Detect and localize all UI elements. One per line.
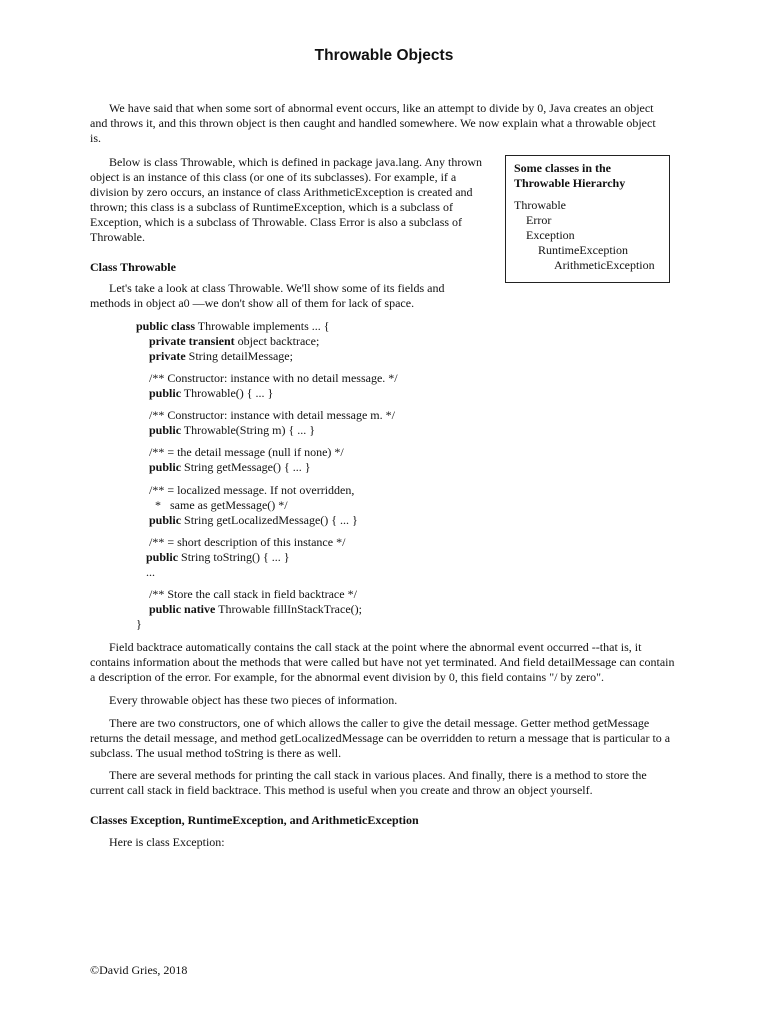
code-line: public String getLocalizedMessage() { ... } — [149, 513, 358, 527]
code-comment: /** Constructor: instance with no detail message. */ — [149, 371, 398, 385]
page-title: Throwable Objects — [314, 47, 454, 64]
code-line: public Throwable(String m) { ... } — [149, 423, 315, 437]
code-line: public String getMessage() { ... } — [149, 460, 311, 474]
code-line: private String detailMessage; — [149, 349, 293, 363]
look-paragraph: Let's take a look at class Throwable. We'll show some of its fields and methods in object a0 —we don't show all of them for lack of space. — [90, 281, 445, 310]
code-ellipsis: ... — [146, 565, 155, 579]
hierarchy-sidebar-box — [505, 155, 670, 283]
code-line: public Throwable() { ... } — [149, 386, 274, 400]
code-line: public String toString() { ... } — [146, 550, 290, 564]
hierarchy-item-error: Error — [526, 213, 552, 227]
section-heading-exceptions: Classes Exception, RuntimeException, and ArithmeticException — [90, 813, 419, 827]
copyright-footer: ©David Gries, 2018 — [90, 963, 188, 977]
code-line: public native Throwable fillInStackTrace(); — [149, 602, 362, 616]
exception-intro-paragraph: Here is class Exception: — [109, 835, 225, 849]
code-comment: /** Store the call stack in field backtrace */ — [149, 587, 357, 601]
code-comment: /** = the detail message (null if none) */ — [149, 445, 344, 459]
section-heading-class-throwable: Class Throwable — [90, 260, 176, 274]
hierarchy-item-runtimeexception: RuntimeException — [538, 243, 628, 257]
sidebar-title: Some classes in the Throwable Hierarchy — [514, 161, 626, 190]
constructors-paragraph: There are two constructors, one of which allows the caller to give the detail message. Getter method getMessage returns the detail message, and method getLocalizedMessage can be overridden to return a message that is particular to a subclass. The usual method toString is there as well. — [90, 716, 671, 760]
hierarchy-list — [514, 198, 655, 273]
code-closing-brace: } — [136, 617, 142, 631]
code-comment: * same as getMessage() */ — [149, 498, 288, 512]
backtrace-paragraph: Field backtrace automatically contains the call stack at the point where the abnormal event occurred --that is, it contains information about the methods that were called but have not yet terminated. And field detailMessage can contain a description of the error. For example, for the abnormal event division by 0, this field contains "/ by zero". — [90, 640, 675, 684]
hierarchy-item-exception: Exception — [526, 228, 575, 242]
intro-paragraph: We have said that when some sort of abnormal event occurs, like an attempt to divide by 0, Java creates an object and throws it, and this thrown object is then caught and handled somewhere. We now explain what a throwable object is. — [90, 101, 656, 145]
hierarchy-item-throwable: Throwable — [514, 198, 566, 212]
code-line: public class Throwable implements ... { — [136, 319, 330, 333]
two-pieces-paragraph: Every throwable object has these two pieces of information. — [109, 693, 398, 707]
code-comment: /** = localized message. If not overridden, — [149, 483, 355, 497]
printing-paragraph: There are several methods for printing the call stack in various places. And finally, there is a method to store the current call stack in field backtrace. This method is useful when you create and throw an object yourself. — [90, 768, 647, 797]
code-line: private transient object backtrace; — [149, 334, 320, 348]
code-comment: /** = short description of this instance */ — [149, 535, 346, 549]
class-intro-paragraph: Below is class Throwable, which is defined in package java.lang. Any thrown object is an instance of this class (or one of its subclasses). For example, if a division by zero occurs, an instance of class ArithmeticException is created and thrown; this class is a subclass of RuntimeException, which is a subclass of Exception, which is a subclass of Throwable. Class Error is also a subclass of Throwable. — [90, 155, 483, 244]
hierarchy-item-arithmeticexception: ArithmeticException — [554, 258, 655, 272]
code-comment: /** Constructor: instance with detail message m. */ — [149, 408, 395, 422]
